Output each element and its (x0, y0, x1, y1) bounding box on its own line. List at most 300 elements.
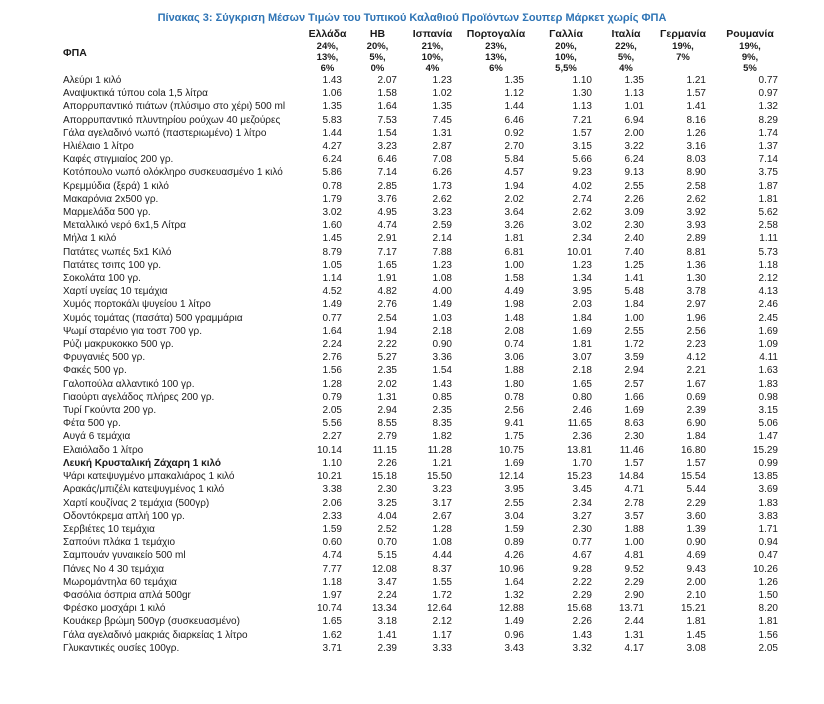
product-label: Ρύζι μακρυκοκκο 500 γρ. (63, 339, 174, 351)
country-name: Πορτογαλία (466, 28, 526, 40)
price-value: 5.66 (572, 154, 592, 166)
price-value: 9.52 (624, 563, 644, 575)
price-value: 2.85 (377, 180, 397, 192)
price-value: 1.21 (686, 75, 706, 86)
price-value: 0.97 (758, 88, 778, 100)
price-value: 1.36 (686, 259, 706, 271)
price-value: 1.57 (624, 457, 644, 469)
price-value: 2.87 (432, 141, 452, 153)
product-label: Αναψυκτικά τύπου cola 1,5 λίτρα (63, 88, 208, 100)
price-value: 2.03 (572, 299, 592, 311)
table-row (63, 642, 786, 655)
price-value: 6.46 (377, 154, 397, 166)
table-row (63, 497, 786, 510)
price-value: 2.30 (624, 220, 644, 232)
price-value: 2.55 (624, 180, 644, 192)
price-value: 2.14 (432, 233, 452, 245)
price-value: 1.81 (758, 616, 778, 628)
price-value: 13.34 (371, 603, 397, 615)
product-label: Κοτόπουλο νωπό ολόκληρο συσκευασμένο 1 κιλό (63, 167, 283, 179)
price-value: 1.57 (686, 457, 706, 469)
price-value: 1.69 (624, 405, 644, 417)
price-value: 1.00 (624, 537, 644, 549)
price-value: 2.94 (624, 365, 644, 377)
price-value: 11.28 (427, 444, 452, 456)
price-value: 2.40 (624, 233, 644, 245)
country-header-0 (305, 28, 350, 74)
price-value: 9.13 (624, 167, 644, 179)
price-value: 1.69 (758, 325, 778, 337)
price-value: 1.49 (504, 616, 524, 628)
price-value: 10.01 (566, 246, 592, 258)
price-value: 2.30 (624, 431, 644, 443)
product-label: Κρεμμύδια (ξερά) 1 κιλό (63, 180, 169, 192)
price-value: 4.57 (504, 167, 524, 179)
product-label: Αλεύρι 1 κιλό (63, 75, 122, 86)
price-value: 3.22 (624, 141, 644, 153)
price-value: 2.74 (572, 193, 592, 205)
product-label: Ψάρι κατεψυγμένο μπακαλιάρος 1 κιλό (63, 471, 235, 483)
vat-rate: 23%, (485, 41, 507, 52)
price-value: 5.83 (322, 114, 342, 126)
price-value: 4.00 (432, 286, 452, 298)
price-value: 4.74 (377, 220, 397, 232)
price-value: 2.54 (377, 312, 397, 324)
price-value: 3.27 (572, 510, 592, 522)
price-value: 2.00 (624, 127, 644, 139)
price-value: 2.12 (758, 273, 778, 285)
table-row (63, 312, 786, 325)
price-value: 1.08 (432, 537, 452, 549)
product-label: Γάλα αγελαδινό νωπό (παστεριωμένο) 1 λίτρο (63, 127, 267, 139)
price-value: 0.78 (504, 391, 524, 403)
price-value: 3.18 (377, 616, 397, 628)
price-value: 6.24 (624, 154, 644, 166)
price-value: 2.91 (377, 233, 397, 245)
price-value: 1.00 (624, 312, 644, 324)
price-value: 5.62 (758, 207, 778, 219)
country-name: Ρουμανία (726, 28, 774, 40)
vat-rate: 21%, (421, 41, 444, 52)
price-value: 12.14 (498, 471, 524, 483)
price-value: 1.81 (758, 193, 778, 205)
product-label: Μωρομάντηλα 60 τεμάχια (63, 576, 177, 588)
price-value: 7.45 (432, 114, 452, 126)
vat-rate: 10%, (421, 52, 444, 63)
price-value: 2.39 (377, 642, 397, 654)
product-label: Ψωμί σταρένιο για τοστ 700 γρ. (63, 325, 202, 337)
price-value: 1.59 (504, 523, 524, 535)
table-row (63, 470, 786, 483)
price-value: 9.41 (504, 418, 524, 430)
price-value: 8.16 (686, 114, 706, 126)
price-value: 2.76 (377, 299, 397, 311)
price-value: 3.71 (322, 642, 342, 654)
price-value: 7.14 (377, 167, 397, 179)
price-value: 1.84 (624, 299, 644, 311)
price-value: 8.03 (686, 154, 706, 166)
price-value: 3.59 (624, 352, 644, 364)
table-row (63, 549, 786, 562)
table-row (63, 536, 786, 549)
vat-rate: 20%, (366, 41, 389, 52)
price-value: 7.77 (322, 563, 342, 575)
price-value: 0.90 (432, 339, 452, 351)
price-value: 1.43 (432, 378, 452, 390)
price-value: 1.81 (686, 616, 706, 628)
price-value: 1.81 (572, 339, 592, 351)
price-value: 3.26 (504, 220, 524, 232)
price-value: 5.73 (758, 246, 778, 258)
table-row (63, 140, 786, 153)
price-value: 2.26 (624, 193, 644, 205)
price-value: 1.41 (377, 629, 397, 641)
price-value: 0.74 (504, 339, 524, 351)
product-label: Μαρμελάδα 500 γρ. (63, 207, 151, 219)
price-value: 4.71 (624, 484, 644, 496)
price-value: 5.48 (624, 286, 644, 298)
price-value: 0.89 (504, 537, 524, 549)
price-value: 4.69 (686, 550, 706, 562)
price-value: 0.80 (572, 391, 592, 403)
price-value: 2.26 (572, 616, 592, 628)
price-value: 15.29 (752, 444, 778, 456)
price-value: 2.18 (432, 325, 452, 337)
product-label: Πατάτες νωπές 5x1 Κιλό (63, 246, 172, 258)
table-row (63, 338, 786, 351)
price-value: 12.08 (371, 563, 397, 575)
table-row (63, 602, 786, 615)
country-name: Ισπανία (412, 28, 453, 40)
country-name: Ιταλία (611, 28, 641, 40)
price-value: 1.62 (322, 629, 342, 641)
price-value: 8.81 (686, 246, 706, 258)
product-label: Καφές στιγμιαίος 200 γρ. (63, 154, 174, 166)
table-row (63, 483, 786, 496)
table-row (63, 232, 786, 245)
price-value: 1.35 (504, 75, 524, 86)
price-value: 5.56 (322, 418, 342, 430)
price-value: 11.15 (372, 444, 397, 456)
vat-header-cell (63, 28, 305, 74)
price-value: 1.63 (758, 365, 778, 377)
table-row (63, 166, 786, 179)
product-label: Ελαιόλαδο 1 λίτρο (63, 444, 144, 456)
price-value: 1.49 (322, 299, 342, 311)
price-value: 13.81 (566, 444, 592, 456)
price-value: 1.54 (432, 365, 452, 377)
price-value: 8.29 (758, 114, 778, 126)
price-value: 2.56 (686, 325, 706, 337)
table-row (63, 629, 786, 642)
price-value: 16.80 (680, 444, 706, 456)
vat-rate: 22%, (615, 41, 637, 52)
price-value: 3.15 (572, 141, 592, 153)
country-name: Γερμανία (660, 28, 706, 40)
price-value: 2.21 (686, 365, 706, 377)
price-value: 1.69 (504, 457, 524, 469)
price-value: 2.34 (572, 233, 592, 245)
price-value: 1.44 (322, 127, 342, 139)
price-value: 4.13 (758, 286, 778, 298)
price-value: 1.05 (322, 259, 342, 271)
price-value: 2.29 (624, 576, 644, 588)
vat-rate: 6% (320, 63, 335, 74)
price-value: 3.33 (432, 642, 452, 654)
product-label: Σαμπουάν γυναικείο 500 ml (63, 550, 186, 562)
price-value: 1.35 (624, 75, 644, 86)
table-row (63, 74, 786, 87)
price-value: 1.31 (432, 127, 452, 139)
table-row (63, 615, 786, 628)
price-value: 1.01 (624, 101, 644, 113)
price-value: 3.92 (686, 207, 706, 219)
price-value: 2.57 (624, 378, 644, 390)
price-value: 3.95 (572, 286, 592, 298)
price-value: 1.64 (377, 101, 397, 113)
price-value: 1.31 (377, 391, 397, 403)
vat-rate: 7% (676, 52, 690, 63)
product-label: Γαλοπούλα αλλαντικό 100 γρ. (63, 378, 195, 390)
price-value: 1.58 (377, 88, 397, 100)
price-value: 1.23 (572, 259, 592, 271)
price-value: 1.69 (572, 325, 592, 337)
vat-rate: 13%, (485, 52, 507, 63)
price-value: 1.45 (686, 629, 706, 641)
price-value: 1.35 (432, 101, 452, 113)
price-value: 1.10 (322, 457, 342, 469)
price-value: 4.74 (322, 550, 342, 562)
price-value: 4.02 (572, 180, 592, 192)
price-value: 3.45 (572, 484, 592, 496)
table-row (63, 404, 786, 417)
price-value: 8.35 (432, 418, 452, 430)
price-value: 1.12 (504, 88, 524, 100)
product-label: Πάνες Νο 4 30 τεμάχια (63, 563, 165, 575)
price-value: 3.47 (377, 576, 397, 588)
price-value: 1.82 (432, 431, 452, 443)
vat-rate: 5% (743, 63, 757, 74)
price-value: 7.14 (758, 154, 778, 166)
price-value: 1.26 (758, 576, 778, 588)
price-value: 4.26 (504, 550, 524, 562)
country-name: HB (369, 28, 386, 40)
price-value: 1.45 (322, 233, 342, 245)
table-row (63, 100, 786, 113)
vat-label: ΦΠΑ (63, 47, 87, 59)
price-value: 8.20 (758, 603, 778, 615)
price-value: 4.52 (322, 286, 342, 298)
country-header-2 (405, 28, 460, 74)
price-value: 1.88 (504, 365, 524, 377)
price-table-body (63, 74, 786, 655)
product-label: Χαρτί υγείας 10 τεμάχια (63, 286, 168, 298)
price-value: 10.74 (316, 603, 342, 615)
price-value: 1.23 (432, 75, 452, 86)
price-value: 0.78 (322, 180, 342, 192)
price-value: 1.65 (572, 378, 592, 390)
price-value: 3.04 (504, 510, 524, 522)
product-label: Σερβιέτες 10 τεμάχια (63, 523, 155, 535)
table-title: Πίνακας 3: Σύγκριση Μέσων Τιμών του Τυπικού Καλαθιού Προϊόντων Σουπερ Μάρκετ χωρίς ΦΠΑ (157, 12, 667, 24)
price-value: 9.28 (572, 563, 592, 575)
vat-rate: 4% (619, 63, 633, 74)
price-value: 1.65 (377, 259, 397, 271)
price-value: 3.75 (758, 167, 778, 179)
table-row (63, 351, 786, 364)
price-value: 2.05 (322, 405, 342, 417)
price-value: 12.64 (426, 603, 452, 615)
price-value: 1.57 (686, 88, 706, 100)
price-value: 1.81 (504, 233, 524, 245)
price-value: 1.84 (686, 431, 706, 443)
price-value: 3.16 (686, 141, 706, 153)
price-value: 1.72 (624, 339, 644, 351)
price-value: 2.34 (572, 497, 592, 509)
table-row (63, 87, 786, 100)
price-value: 1.94 (377, 325, 397, 337)
price-value: 1.65 (322, 616, 342, 628)
product-label: Φέτα 500 γρ. (63, 418, 121, 430)
price-value: 3.32 (572, 642, 592, 654)
vat-rate: 19%, (739, 41, 761, 52)
price-value: 4.67 (572, 550, 592, 562)
price-value: 3.23 (377, 141, 397, 153)
product-label: Μεταλλικό νερό 6x1,5 Λίτρα (63, 220, 186, 232)
price-value: 3.23 (432, 484, 452, 496)
price-value: 1.43 (572, 629, 592, 641)
price-value: 1.96 (686, 312, 706, 324)
product-label: Τυρί Γκούντα 200 γρ. (63, 405, 157, 417)
price-value: 6.24 (322, 154, 342, 166)
price-value: 1.94 (504, 180, 524, 192)
vat-rate: 9%, (741, 52, 759, 63)
price-value: 0.79 (322, 391, 342, 403)
price-value: 2.35 (432, 405, 452, 417)
price-value: 2.08 (504, 325, 524, 337)
table-row (63, 298, 786, 311)
price-value: 11.46 (619, 444, 644, 456)
price-value: 0.90 (686, 537, 706, 549)
country-header-4 (532, 28, 600, 74)
table-row (63, 127, 786, 140)
price-value: 2.18 (572, 365, 592, 377)
price-value: 1.79 (322, 193, 342, 205)
price-value: 4.49 (504, 286, 524, 298)
product-label: Χυμός τομάτας (πασάτα) 500 γραμμάρια (63, 312, 243, 324)
price-value: 3.69 (758, 484, 778, 496)
price-value: 7.08 (432, 154, 452, 166)
table-row (63, 219, 786, 232)
price-value: 0.77 (758, 75, 778, 86)
vat-rate: 5,5% (555, 63, 577, 74)
price-value: 2.30 (572, 523, 592, 535)
price-value: 4.11 (759, 352, 778, 364)
price-value: 6.81 (504, 246, 524, 258)
price-value: 1.56 (322, 365, 342, 377)
product-label: Πατάτες τσιπς 100 γρ. (63, 259, 162, 271)
price-value: 1.28 (432, 523, 452, 535)
price-value: 5.86 (322, 167, 342, 179)
price-value: 1.18 (758, 259, 778, 271)
price-value: 2.10 (686, 589, 706, 601)
price-value: 2.55 (624, 325, 644, 337)
price-value: 2.02 (377, 378, 397, 390)
price-value: 1.28 (322, 378, 342, 390)
price-value: 2.76 (322, 352, 342, 364)
price-value: 1.66 (624, 391, 644, 403)
price-value: 1.31 (624, 629, 644, 641)
price-value: 0.98 (758, 391, 778, 403)
price-value: 1.21 (432, 457, 452, 469)
price-value: 2.62 (432, 193, 452, 205)
product-label: Φασόλια όσπρια απλά 500gr (63, 589, 191, 601)
table-row (63, 391, 786, 404)
price-value: 2.05 (758, 642, 778, 654)
price-value: 2.23 (686, 339, 706, 351)
price-value: 2.30 (377, 484, 397, 496)
price-value: 2.94 (377, 405, 397, 417)
price-value: 12.88 (498, 603, 524, 615)
price-value: 3.76 (377, 193, 397, 205)
price-value: 9.23 (572, 167, 592, 179)
price-value: 1.43 (322, 75, 342, 86)
price-value: 2.55 (504, 497, 524, 509)
price-value: 4.12 (686, 352, 706, 364)
product-label: Γιαούρτι αγελάδος πλήρες 200 γρ. (63, 391, 215, 403)
price-value: 2.45 (758, 312, 778, 324)
price-value: 9.43 (686, 563, 706, 575)
price-value: 3.25 (377, 497, 397, 509)
price-value: 1.54 (377, 127, 397, 139)
country-header-6 (652, 28, 714, 74)
price-value: 2.78 (624, 497, 644, 509)
price-value: 1.55 (432, 576, 452, 588)
product-label: Απορρυπαντικό πιάτων (πλύσιμο στο χέρι) 500 ml (63, 101, 286, 113)
price-value: 1.64 (322, 325, 342, 337)
country-name: Γαλλία (549, 28, 583, 40)
vat-rate: 0% (370, 63, 385, 74)
price-value: 1.25 (624, 259, 644, 271)
price-value: 1.13 (572, 101, 592, 113)
product-label: Φακές 500 γρ. (63, 365, 127, 377)
price-value: 1.56 (758, 629, 778, 641)
price-value: 1.09 (758, 339, 778, 351)
price-value: 5.06 (758, 418, 778, 430)
price-value: 8.55 (377, 418, 397, 430)
price-value: 3.08 (686, 642, 706, 654)
price-value: 3.95 (504, 484, 524, 496)
price-value: 3.23 (432, 207, 452, 219)
price-value: 2.58 (686, 180, 706, 192)
product-label: Φρυγανιές 500 γρ. (63, 352, 146, 364)
price-value: 2.24 (377, 589, 397, 601)
price-value: 5.84 (504, 154, 524, 166)
table-row (63, 272, 786, 285)
price-value: 7.53 (377, 114, 397, 126)
price-value: 6.90 (686, 418, 706, 430)
price-value: 1.97 (322, 589, 342, 601)
price-value: 1.30 (572, 88, 592, 100)
price-value: 3.57 (624, 510, 644, 522)
table-row (63, 523, 786, 536)
price-value: 1.35 (322, 101, 342, 113)
vat-rate: 19%, (672, 41, 694, 52)
price-value: 2.79 (377, 431, 397, 443)
price-value: 3.06 (504, 352, 524, 364)
price-value: 2.58 (758, 220, 778, 232)
product-label: Σοκολάτα 100 γρ. (63, 273, 141, 285)
